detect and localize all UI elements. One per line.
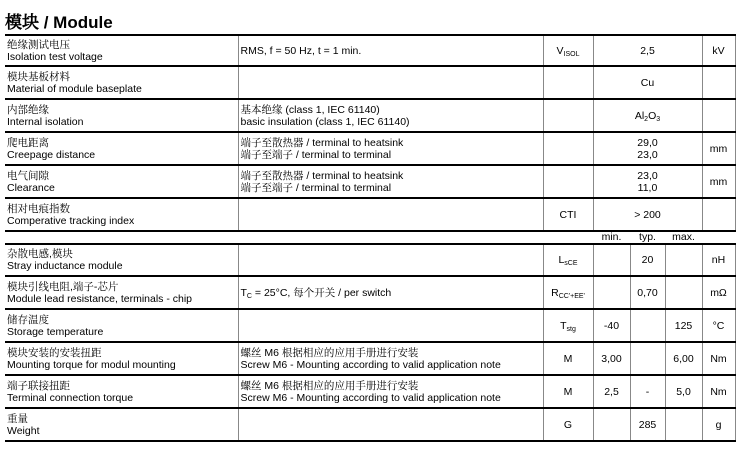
table-row xyxy=(5,408,735,441)
param-cn: 相对电痕指数 xyxy=(7,202,70,215)
param-cn: 端子联接扭距 xyxy=(7,379,70,392)
param-cn: 内部绝缘 xyxy=(7,103,49,116)
min-cell xyxy=(593,276,630,309)
param-cn: 爬电距离 xyxy=(7,136,49,149)
unit-cell xyxy=(702,165,735,198)
param-en: Comperative tracking index xyxy=(7,214,135,227)
param-cn: 杂散电感,模块 xyxy=(7,248,73,260)
value: 11,0 xyxy=(637,181,658,194)
unit-cell: °C xyxy=(702,309,735,342)
param-en: Stray inductance module xyxy=(7,260,123,272)
table-row xyxy=(5,35,735,66)
condition-text: 基本绝缘 (class 1, IEC 61140) xyxy=(240,103,380,116)
symbol-main: T xyxy=(560,319,567,332)
unit: mm xyxy=(709,142,728,155)
table-row xyxy=(5,66,735,99)
param-cell xyxy=(5,408,238,441)
condition-text: 端子至散热器 / terminal to heatsink xyxy=(240,136,404,149)
symbol-cell xyxy=(543,66,593,99)
table-row xyxy=(5,276,735,309)
symbol-sub: CC'+EE' xyxy=(558,292,585,300)
value: 23,0 xyxy=(637,169,658,182)
max-cell xyxy=(665,408,702,441)
header-spacer xyxy=(5,231,238,244)
unit-cell xyxy=(702,66,735,99)
param-en: Isolation test voltage xyxy=(7,50,103,63)
param-cell xyxy=(5,198,238,231)
table-row xyxy=(5,165,735,198)
unit-cell xyxy=(702,132,735,165)
module-spec-table xyxy=(5,34,736,442)
min-cell xyxy=(593,408,630,441)
table-row xyxy=(5,309,735,342)
value: 2,5 xyxy=(640,44,655,57)
param-cell xyxy=(5,99,238,132)
symbol-cell xyxy=(543,165,593,198)
param-en: Creepage distance xyxy=(7,148,96,161)
param-cell xyxy=(5,276,238,309)
value-cell xyxy=(593,165,702,198)
param-en: Terminal connection torque xyxy=(7,391,134,404)
condition-text: 端子至端子 / terminal to terminal xyxy=(240,148,392,161)
condition-text: T xyxy=(240,286,247,299)
condition-text: Screw M6 - Mounting according to valid application note xyxy=(240,391,501,404)
condition-cell xyxy=(238,35,543,66)
condition-text: 端子至散热器 / terminal to heatsink xyxy=(240,169,404,182)
param-cn: 重量 xyxy=(7,412,28,425)
max-cell xyxy=(665,276,702,309)
param-cell xyxy=(5,132,238,165)
condition-cell xyxy=(238,132,543,165)
table-row xyxy=(5,342,735,375)
header-typ: typ. xyxy=(630,231,665,244)
symbol-cell xyxy=(543,35,593,66)
symbol-cell xyxy=(543,375,593,408)
symbol-sub: sCE xyxy=(564,260,578,267)
min-cell: 3,00 xyxy=(593,342,630,375)
condition-cell xyxy=(238,375,543,408)
min-cell xyxy=(593,244,630,276)
condition-text: basic insulation (class 1, IEC 61140) xyxy=(240,115,410,128)
table-row xyxy=(5,198,735,231)
condition-text: 端子至端子 / terminal to terminal xyxy=(240,181,392,194)
condition-cell xyxy=(238,309,543,342)
unit-cell xyxy=(702,198,735,231)
symbol-cell xyxy=(543,132,593,165)
condition-cell xyxy=(238,342,543,375)
condition-cell xyxy=(238,66,543,99)
condition-text: = 25°C, 每个开关 / per switch xyxy=(251,286,392,299)
typ-cell: 0,70 xyxy=(630,276,665,309)
min-cell: 2,5 xyxy=(593,375,630,408)
condition-cell xyxy=(238,99,543,132)
unit-cell: nH xyxy=(702,244,735,276)
param-en: Internal isolation xyxy=(7,115,84,128)
symbol-cell xyxy=(543,198,593,231)
param-cn: 模块基板材料 xyxy=(7,70,70,83)
param-cn: 模块安装的安装扭距 xyxy=(7,346,102,359)
header-spacer xyxy=(238,231,543,244)
typ-cell: 20 xyxy=(630,244,665,276)
unit-cell: Nm xyxy=(702,375,735,408)
param-cell xyxy=(5,309,238,342)
symbol-main: L xyxy=(558,254,565,266)
symbol-sub: stg xyxy=(566,325,576,333)
max-cell: 6,00 xyxy=(665,342,702,375)
param-en: Clearance xyxy=(7,181,55,194)
value-cell xyxy=(593,66,702,99)
symbol-cell xyxy=(543,276,593,309)
value: Cu xyxy=(640,76,655,89)
symbol-main: R xyxy=(551,286,559,299)
condition-text: RMS, f = 50 Hz, t = 1 min. xyxy=(240,44,362,57)
symbol-cell xyxy=(543,99,593,132)
condition-text: 螺丝 M6 根据相应的应用手册进行安装 xyxy=(240,346,419,359)
symbol-main: M xyxy=(563,352,573,365)
symbol-main: V xyxy=(556,44,564,57)
value: > 200 xyxy=(634,208,661,221)
value-sub: 2 xyxy=(644,115,649,123)
param-cell xyxy=(5,342,238,375)
value: 23,0 xyxy=(637,148,658,161)
typ-cell: - xyxy=(630,375,665,408)
unit: mm xyxy=(709,175,728,188)
header-max: max. xyxy=(665,231,702,244)
symbol-cell xyxy=(543,309,593,342)
column-header-row xyxy=(5,231,735,244)
table-row xyxy=(5,244,735,276)
param-cell xyxy=(5,66,238,99)
max-cell xyxy=(665,244,702,276)
symbol-main: G xyxy=(563,418,573,431)
condition-text: Screw M6 - Mounting according to valid application note xyxy=(240,358,501,371)
param-en: Module lead resistance, terminals - chip xyxy=(7,292,193,305)
unit-cell: mΩ xyxy=(702,276,735,309)
max-cell: 125 xyxy=(665,309,702,342)
param-cell xyxy=(5,35,238,66)
param-cell xyxy=(5,375,238,408)
max-cell: 5,0 xyxy=(665,375,702,408)
table-row xyxy=(5,99,735,132)
param-cell xyxy=(5,165,238,198)
value-cell xyxy=(593,35,702,66)
param-cell xyxy=(5,244,238,276)
condition-text: 螺丝 M6 根据相应的应用手册进行安装 xyxy=(240,379,419,392)
symbol-cell xyxy=(543,408,593,441)
condition-cell xyxy=(238,244,543,276)
param-en: Storage temperature xyxy=(7,325,104,338)
header-spacer xyxy=(702,231,735,244)
param-en: Mounting torque for modul mounting xyxy=(7,358,176,371)
table-row xyxy=(5,375,735,408)
unit-cell: Nm xyxy=(702,342,735,375)
unit-cell xyxy=(702,35,735,66)
value-cell xyxy=(593,198,702,231)
symbol-main: M xyxy=(563,385,573,398)
symbol-sub: ISOL xyxy=(563,50,580,58)
typ-cell xyxy=(630,342,665,375)
condition-cell xyxy=(238,198,543,231)
condition-cell xyxy=(238,408,543,441)
header-min: min. xyxy=(593,231,630,244)
typ-cell xyxy=(630,309,665,342)
param-cn: 电气间隙 xyxy=(7,169,49,182)
condition-cell xyxy=(238,165,543,198)
value-cell xyxy=(593,99,702,132)
value-o: O xyxy=(648,109,657,122)
header-spacer xyxy=(543,231,593,244)
value-sub: 3 xyxy=(656,115,661,123)
symbol-cell xyxy=(543,244,593,276)
param-cn: 储存温度 xyxy=(7,313,49,326)
page-title: 模块 / Module xyxy=(5,13,113,32)
param-cn: 模块引线电阻,端子-芯片 xyxy=(7,280,119,293)
param-en: Weight xyxy=(7,424,40,437)
symbol-cell xyxy=(543,342,593,375)
symbol-main: CTI xyxy=(559,208,577,221)
unit-cell: g xyxy=(702,408,735,441)
condition-cell xyxy=(238,276,543,309)
table-row xyxy=(5,132,735,165)
value-cell xyxy=(593,132,702,165)
unit-cell xyxy=(702,99,735,132)
param-en: Material of module baseplate xyxy=(7,82,142,95)
condition-sub: C xyxy=(246,292,252,300)
value-al: Al xyxy=(634,109,645,122)
param-cn: 绝缘测试电压 xyxy=(7,38,70,51)
value: 29,0 xyxy=(637,136,658,149)
typ-cell: 285 xyxy=(630,408,665,441)
min-cell: -40 xyxy=(593,309,630,342)
unit: kV xyxy=(712,44,725,57)
